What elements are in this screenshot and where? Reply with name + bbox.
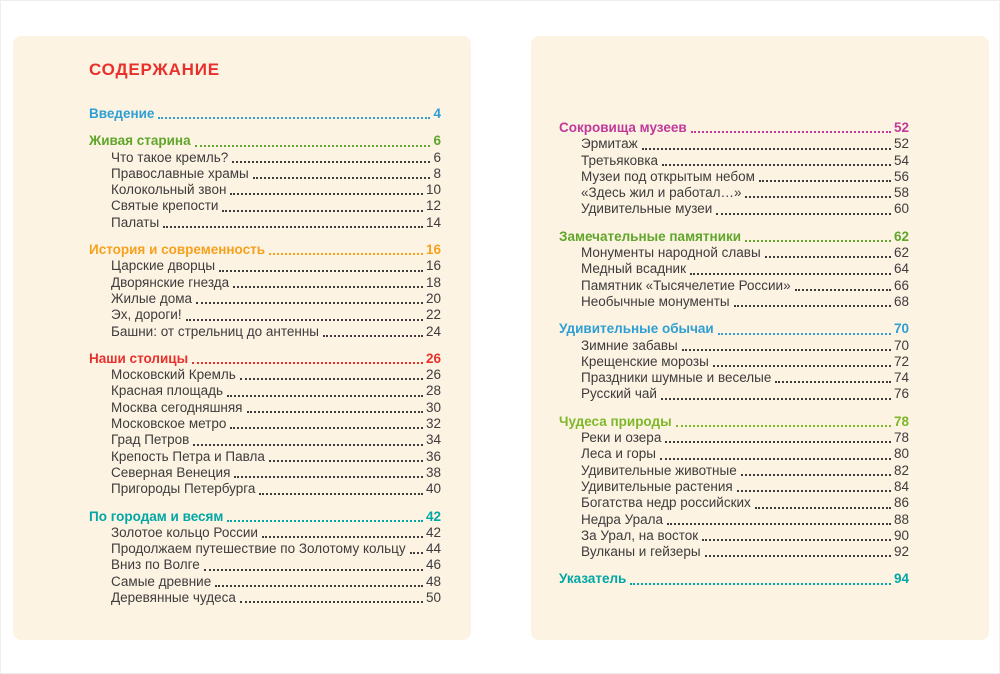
toc-item-label: Недра Урала xyxy=(581,511,663,527)
page-number: 6 xyxy=(433,133,441,149)
toc-item-row xyxy=(559,386,909,402)
page-number: 60 xyxy=(893,201,909,217)
toc-item-row xyxy=(559,512,909,528)
toc-item-label: Третьяковка xyxy=(581,152,659,168)
toc-item-label: За Урал, на восток xyxy=(581,527,699,543)
dotted-leader xyxy=(240,601,423,603)
dotted-leader xyxy=(705,555,891,557)
page-number: 78 xyxy=(893,430,909,446)
toc-section-row xyxy=(89,133,441,149)
dotted-leader xyxy=(741,474,891,476)
toc-item-row xyxy=(89,307,441,323)
toc-section-row xyxy=(559,321,909,337)
toc-item-label: Град Петров xyxy=(111,432,190,448)
page-number: 84 xyxy=(893,478,909,494)
toc-item-label: Вниз по Волге xyxy=(111,557,200,573)
dotted-leader xyxy=(745,240,891,242)
toc-item-row xyxy=(89,275,441,291)
toc-item-row xyxy=(89,367,441,383)
toc-item-label: Деревянные чудеса xyxy=(111,590,236,606)
page-number: 22 xyxy=(425,307,441,323)
page-number: 80 xyxy=(893,446,909,462)
toc-item-row xyxy=(559,544,909,560)
toc-item-row xyxy=(89,258,441,274)
toc-section-row xyxy=(559,571,909,587)
toc-item-row xyxy=(559,245,909,261)
page-number: 62 xyxy=(893,228,909,244)
right-page xyxy=(531,36,989,640)
toc-section-label: Введение xyxy=(89,106,155,121)
dotted-leader xyxy=(269,253,423,255)
page-number: 86 xyxy=(893,495,909,511)
toc-item-label: Колокольный звон xyxy=(111,182,227,198)
page-number: 16 xyxy=(425,258,441,274)
toc-section-row xyxy=(559,120,909,136)
dotted-leader xyxy=(195,145,431,147)
page-number: 24 xyxy=(425,323,441,339)
dotted-leader xyxy=(232,161,430,163)
toc-item-label: Пригороды Петербурга xyxy=(111,481,256,497)
page-number: 52 xyxy=(893,120,909,135)
dotted-leader xyxy=(642,148,891,150)
dotted-leader xyxy=(662,164,891,166)
page-number: 74 xyxy=(893,370,909,386)
toc-item-row xyxy=(89,291,441,307)
toc-item-label: Эрмитаж xyxy=(581,136,638,152)
toc-item-label: Что такое кремль? xyxy=(111,149,229,165)
toc-item-row xyxy=(89,324,441,340)
toc-item-label: Зимние забавы xyxy=(581,337,678,353)
page-number: 50 xyxy=(425,590,441,606)
toc-item-label: Необычные монументы xyxy=(581,293,730,309)
dotted-leader xyxy=(222,210,423,212)
dotted-leader xyxy=(269,460,423,462)
toc-item-label: Крещенские морозы xyxy=(581,353,709,369)
toc-item-label: Православные храмы xyxy=(111,165,249,181)
dotted-leader xyxy=(262,536,423,538)
dotted-leader xyxy=(196,302,423,304)
dotted-leader xyxy=(193,444,423,446)
page-number: 32 xyxy=(425,416,441,432)
page-number: 18 xyxy=(425,274,441,290)
toc-item-row xyxy=(89,574,441,590)
dotted-leader xyxy=(734,305,891,307)
toc-section-label: Сокровища музеев xyxy=(559,120,687,135)
toc-item-label: Самые древние xyxy=(111,573,212,589)
toc-item-row xyxy=(89,557,441,573)
page-number: 82 xyxy=(893,462,909,478)
page-number: 58 xyxy=(893,185,909,201)
toc-item-label: Золотое кольцо России xyxy=(111,524,258,540)
toc-item-row xyxy=(89,198,441,214)
toc-item-row xyxy=(89,150,441,166)
toc-section-label: История и современность xyxy=(89,242,266,258)
page-number: 70 xyxy=(893,321,909,337)
toc-item-label: Москва сегодняшняя xyxy=(111,399,243,415)
dotted-leader xyxy=(660,458,891,460)
page-number: 6 xyxy=(433,149,441,165)
page-number: 66 xyxy=(893,277,909,293)
toc-item-row xyxy=(559,136,909,152)
page-number: 94 xyxy=(893,571,909,587)
page-number: 44 xyxy=(425,541,441,557)
toc-section-label: Указатель xyxy=(559,571,627,587)
dotted-leader xyxy=(691,131,891,133)
toc-item-row xyxy=(89,215,441,231)
page-number: 4 xyxy=(433,106,441,121)
toc-item-row xyxy=(559,354,909,370)
page-number: 62 xyxy=(893,245,909,261)
toc-section-row xyxy=(559,414,909,430)
toc-item-label: Русский чай xyxy=(581,386,657,402)
toc-left-column xyxy=(89,106,441,606)
toc-item-row xyxy=(559,495,909,511)
dotted-leader xyxy=(745,196,891,198)
dotted-leader xyxy=(192,362,423,364)
toc-item-label: Эх, дороги! xyxy=(111,307,182,323)
dotted-leader xyxy=(215,585,423,587)
dotted-leader xyxy=(676,425,891,427)
toc-item-label: Северная Венеция xyxy=(111,464,231,480)
toc-item-row xyxy=(559,430,909,446)
dotted-leader xyxy=(230,427,423,429)
page-number: 56 xyxy=(893,168,909,184)
toc-item-row xyxy=(559,463,909,479)
toc-section-row xyxy=(89,106,441,122)
toc-item-label: Палаты xyxy=(111,214,160,230)
page-number: 92 xyxy=(893,544,909,560)
dotted-leader xyxy=(795,289,891,291)
toc-section-label: Наши столицы xyxy=(89,350,189,366)
dotted-leader xyxy=(630,583,891,585)
dotted-leader xyxy=(227,395,423,397)
page-number: 12 xyxy=(425,198,441,214)
toc-item-row xyxy=(89,525,441,541)
dotted-leader xyxy=(716,213,891,215)
toc-item-label: Монументы народной славы xyxy=(581,245,761,261)
page-number: 88 xyxy=(893,511,909,527)
dotted-leader xyxy=(227,520,423,522)
page-number: 72 xyxy=(893,353,909,369)
toc-item-row xyxy=(89,432,441,448)
dotted-leader xyxy=(204,569,423,571)
toc-section-label: По городам и весям xyxy=(89,508,224,524)
toc-item-label: Удивительные музеи xyxy=(581,201,713,217)
toc-item-row xyxy=(559,446,909,462)
page-number: 28 xyxy=(425,383,441,399)
toc-item-label: Башни: от стрельниц до антенны xyxy=(111,323,319,339)
toc-section-label: Замечательные памятники xyxy=(559,228,742,244)
toc-item-label: Крепость Петра и Павла xyxy=(111,448,265,464)
page-number: 48 xyxy=(425,573,441,589)
dotted-leader xyxy=(661,398,891,400)
toc-section-label: Чудеса природы xyxy=(559,413,672,429)
page-number: 90 xyxy=(893,527,909,543)
toc-item-row xyxy=(559,201,909,217)
dotted-leader xyxy=(765,256,891,258)
page-number: 78 xyxy=(893,413,909,429)
dotted-leader xyxy=(230,193,423,195)
dotted-leader xyxy=(665,441,891,443)
page-number: 42 xyxy=(425,508,441,524)
toc-item-row xyxy=(89,449,441,465)
toc-item-label: Жилые дома xyxy=(111,290,193,306)
dotted-leader xyxy=(186,319,423,321)
page-number: 10 xyxy=(425,182,441,198)
toc-item-row xyxy=(89,416,441,432)
toc-item-row xyxy=(559,479,909,495)
dotted-leader xyxy=(233,286,423,288)
toc-item-row xyxy=(89,465,441,481)
page-number: 34 xyxy=(425,432,441,448)
page-number: 20 xyxy=(425,290,441,306)
toc-section-row xyxy=(559,229,909,245)
page-number: 36 xyxy=(425,448,441,464)
dotted-leader xyxy=(682,349,891,351)
page-number: 54 xyxy=(893,152,909,168)
toc-item-label: Красная площадь xyxy=(111,383,224,399)
toc-item-label: Леса и горы xyxy=(581,446,657,462)
toc-item-label: «Здесь жил и работал…» xyxy=(581,185,742,201)
toc-item-label: Удивительные животные xyxy=(581,462,737,478)
toc-title: СОДЕРЖАНИЕ xyxy=(89,60,220,79)
dotted-leader xyxy=(219,270,423,272)
toc-item-row xyxy=(89,541,441,557)
dotted-leader xyxy=(410,552,423,554)
toc-item-row xyxy=(559,185,909,201)
toc-section-label: Живая старина xyxy=(89,133,191,149)
toc-item-label: Богатства недр российских xyxy=(581,495,751,511)
page-number: 16 xyxy=(425,242,441,258)
page-number: 64 xyxy=(893,261,909,277)
dotted-leader xyxy=(163,226,423,228)
page-number: 26 xyxy=(425,367,441,383)
page-number: 42 xyxy=(425,524,441,540)
toc-section-row xyxy=(89,242,441,258)
toc-item-label: Медный всадник xyxy=(581,261,686,277)
page-number: 14 xyxy=(425,214,441,230)
toc-item-label: Царские дворцы xyxy=(111,258,216,274)
dotted-leader xyxy=(253,177,431,179)
dotted-leader xyxy=(323,335,423,337)
dotted-leader xyxy=(667,523,891,525)
dotted-leader xyxy=(713,365,891,367)
toc-item-label: Реки и озера xyxy=(581,430,662,446)
page-number: 26 xyxy=(425,350,441,366)
dotted-leader xyxy=(240,378,423,380)
page-number: 76 xyxy=(893,386,909,402)
dotted-leader xyxy=(718,333,891,335)
toc-item-label: Продолжаем путешествие по Золотому кольцу xyxy=(111,541,406,557)
dotted-leader xyxy=(759,180,891,182)
toc-item-label: Удивительные растения xyxy=(581,478,733,494)
toc-item-row xyxy=(559,338,909,354)
dotted-leader xyxy=(737,490,891,492)
page-number: 38 xyxy=(425,464,441,480)
dotted-leader xyxy=(775,381,891,383)
toc-right-column xyxy=(559,120,909,588)
toc-item-label: Дворянские гнезда xyxy=(111,274,230,290)
toc-item-label: Вулканы и гейзеры xyxy=(581,544,701,560)
toc-item-row xyxy=(559,261,909,277)
toc-item-row xyxy=(89,400,441,416)
toc-item-label: Музеи под открытым небом xyxy=(581,168,755,184)
toc-section-row xyxy=(89,351,441,367)
toc-section-label: Удивительные обычаи xyxy=(559,321,714,337)
page-number: 70 xyxy=(893,337,909,353)
page-number: 40 xyxy=(425,481,441,497)
dotted-leader xyxy=(259,493,423,495)
toc-item-row xyxy=(559,278,909,294)
toc-item-row xyxy=(559,370,909,386)
dotted-leader xyxy=(690,273,891,275)
page-number: 8 xyxy=(433,165,441,181)
dotted-leader xyxy=(702,539,891,541)
toc-item-label: Праздники шумные и веселые xyxy=(581,370,772,386)
toc-item-row xyxy=(89,590,441,606)
toc-item-row xyxy=(559,294,909,310)
toc-item-label: Памятник «Тысячелетие России» xyxy=(581,277,791,293)
left-page xyxy=(13,36,471,640)
toc-item-row xyxy=(89,383,441,399)
toc-item-row xyxy=(559,169,909,185)
toc-section-row xyxy=(89,509,441,525)
toc-item-row xyxy=(559,528,909,544)
dotted-leader xyxy=(158,117,430,119)
page-number: 30 xyxy=(425,399,441,415)
page-number: 46 xyxy=(425,557,441,573)
toc-item-label: Святые крепости xyxy=(111,198,219,214)
toc-item-label: Московское метро xyxy=(111,416,227,432)
toc-item-row xyxy=(559,153,909,169)
page-number: 68 xyxy=(893,293,909,309)
dotted-leader xyxy=(234,476,423,478)
toc-item-row xyxy=(89,166,441,182)
page-number: 52 xyxy=(893,136,909,152)
toc-item-row xyxy=(89,481,441,497)
toc-item-label: Московский Кремль xyxy=(111,367,236,383)
dotted-leader xyxy=(247,411,423,413)
toc-item-row xyxy=(89,182,441,198)
dotted-leader xyxy=(755,507,891,509)
